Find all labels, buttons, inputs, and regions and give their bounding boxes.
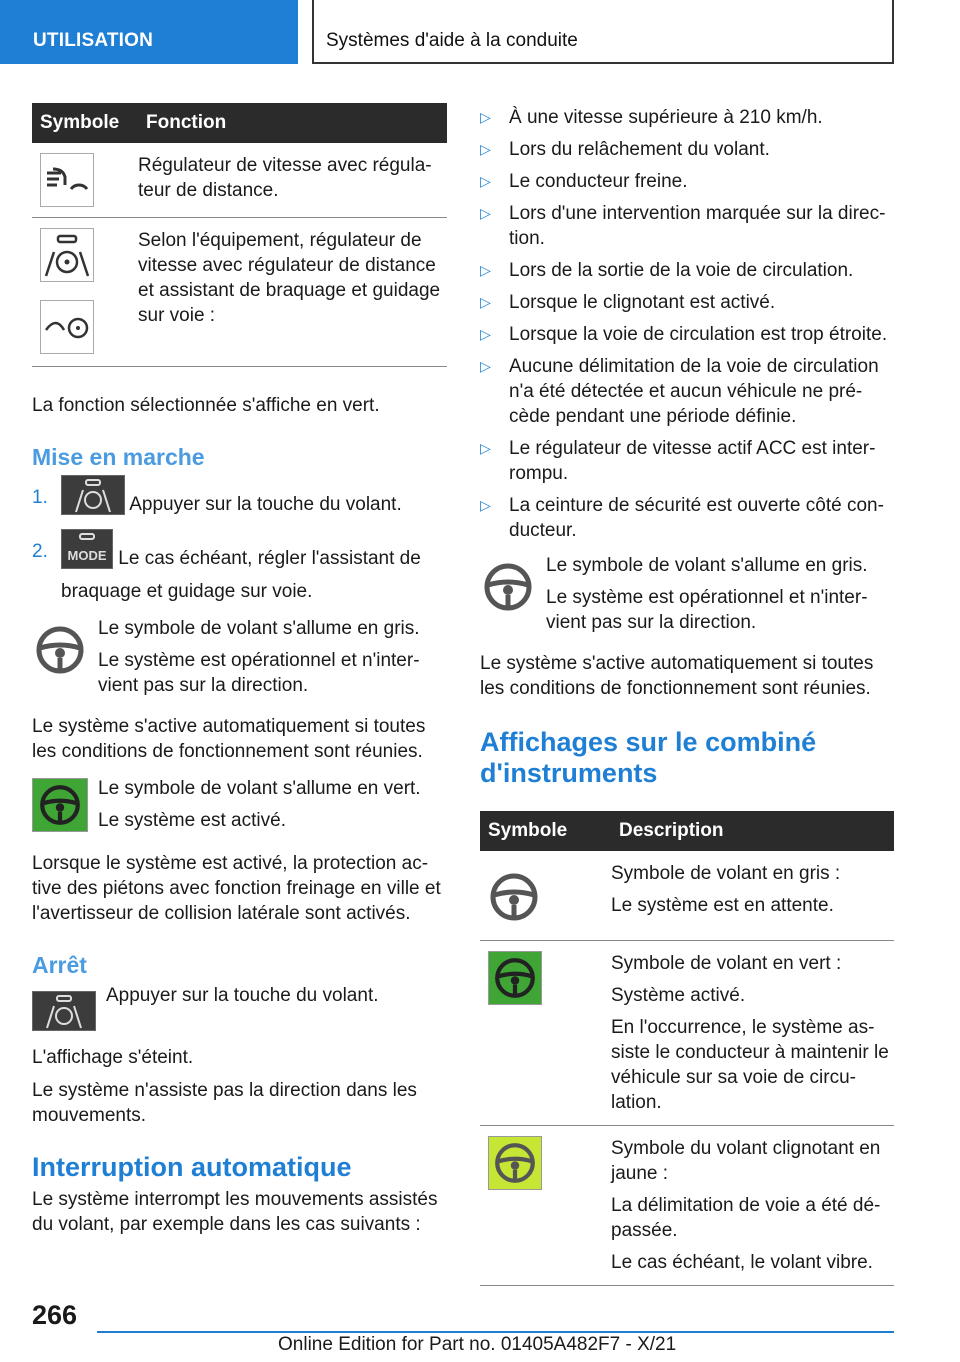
- steering-wheel-grey-icon: [34, 624, 86, 681]
- bullet-text: Lorsque le clignotant est activé.: [509, 292, 776, 313]
- col-symbol: Symbole: [32, 103, 138, 143]
- auto-active: Le système s'active automatiquement si toutes les conditions de fonctionnement sont réunies.: [32, 716, 426, 762]
- step-text: Appuyer sur la touche du volant.: [129, 494, 402, 516]
- bullet-text: À une vitesse supérieure à 210 km/h.: [509, 107, 823, 128]
- bullet-text: Aucune délimitation de la voie de circulation n'a été détectée et aucun véhicule ne pré-cède pendant une période définie.: [509, 356, 879, 427]
- bullet-text: Lors de la sortie de la voie de circulation.: [509, 260, 854, 281]
- grey-line-2: Le système est opérationnel et n'inter-vient pas sur la direction.: [98, 650, 420, 696]
- selected-note: La fonction sélectionnée s'affiche en vert.: [32, 395, 380, 416]
- heading-auto-interrupt: Interruption automatique: [32, 1152, 352, 1182]
- table-row: [480, 1126, 894, 1286]
- bullet-text: Lors du relâchement du volant.: [509, 139, 770, 160]
- off-instruction: [32, 983, 447, 1033]
- desc-line: Symbole de volant en gris :: [611, 863, 841, 884]
- table-row: [32, 218, 447, 367]
- list-item: [480, 201, 894, 251]
- steering-wheel-green-icon: [488, 951, 542, 1005]
- desc-line: Le cas échéant, le volant vibre.: [611, 1252, 873, 1273]
- list-item: [480, 169, 894, 194]
- bullet-triangle-icon: ▷: [480, 262, 491, 278]
- chapter-tab: [312, 0, 894, 64]
- bullet-list: [480, 105, 894, 543]
- bullet-triangle-icon: ▷: [480, 497, 491, 513]
- step-1: [32, 485, 447, 525]
- step-number: 1.: [32, 487, 48, 508]
- bullet-triangle-icon: ▷: [480, 358, 491, 374]
- green-info: [32, 776, 447, 833]
- desc-line: Système activé.: [611, 985, 746, 1006]
- heading-on: Mise en marche: [32, 444, 205, 470]
- bullet-triangle-icon: ▷: [480, 294, 491, 310]
- bullet-text: Lorsque la voie de circulation est trop étroite.: [509, 324, 888, 345]
- steering-assist-icon: [40, 228, 94, 282]
- grey-info-right: [480, 553, 894, 635]
- section-tab: [0, 0, 298, 64]
- footer-divider: [97, 1331, 894, 1333]
- list-item: [480, 354, 894, 429]
- desc-line: La délimitation de voie a été dé-passée.: [611, 1195, 881, 1241]
- section-title: UTILISATION: [33, 30, 154, 51]
- acc-distance-icon: [40, 153, 94, 207]
- list-item: [480, 105, 894, 130]
- bullet-triangle-icon: ▷: [480, 141, 491, 157]
- grey-line-1: Le symbole de volant s'allume en gris.: [546, 555, 868, 576]
- off-display: L'affichage s'éteint.: [32, 1047, 194, 1068]
- left-column: [32, 103, 447, 1237]
- heading-off: Arrêt: [32, 952, 87, 978]
- bullet-triangle-icon: ▷: [480, 440, 491, 456]
- steering-button-icon: [32, 991, 96, 1031]
- list-item: [480, 290, 894, 315]
- steering-wheel-grey-icon: [482, 561, 534, 618]
- col-description: Description: [611, 811, 894, 851]
- table-row: [480, 851, 894, 941]
- heading-display: Affichages sur le combiné d'instruments: [480, 727, 817, 788]
- bullet-triangle-icon: ▷: [480, 173, 491, 189]
- bullet-text: Lors d'une intervention marquée sur la direc-tion.: [509, 203, 886, 249]
- list-item: [480, 137, 894, 162]
- distance-steering-icon: [40, 300, 94, 354]
- bullet-triangle-icon: ▷: [480, 205, 491, 221]
- grey-line-2: Le système est opérationnel et n'inter-vient pas sur la direction.: [546, 587, 868, 633]
- col-function: Fonction: [138, 103, 447, 143]
- bullet-text: Le conducteur freine.: [509, 171, 688, 192]
- page-number: 266: [32, 1300, 78, 1330]
- list-item: [480, 322, 894, 347]
- function-text: Selon l'équipement, régulateur de vitesse avec régulateur de distance et assistant de braquage et guidage sur voie :: [138, 218, 447, 367]
- bullet-triangle-icon: ▷: [480, 326, 491, 342]
- steering-button-icon: [61, 475, 125, 515]
- steering-wheel-grey-icon: [488, 871, 611, 930]
- steering-wheel-green-icon: [32, 778, 88, 832]
- desc-line: Symbole de volant en vert :: [611, 953, 842, 974]
- chapter-title: Systèmes d'aide à la conduite: [326, 30, 578, 51]
- col-symbol: Symbole: [480, 811, 611, 851]
- mode-label: MODE: [67, 548, 107, 563]
- steering-wheel-yellow-icon: [488, 1136, 542, 1190]
- table-row: [32, 143, 447, 218]
- list-item: [480, 258, 894, 283]
- table-row: [480, 941, 894, 1126]
- desc-line: En l'occurrence, le système as-siste le conducteur à maintenir le véhicule sur sa voie de circu-lation.: [611, 1017, 889, 1113]
- auto-intro: Le système interrompt les mouvements assistés du volant, par exemple dans les cas suivants :: [32, 1189, 438, 1235]
- footer-edition: Online Edition for Part no. 01405A482F7 - X/21: [278, 1334, 677, 1355]
- list-item: [480, 493, 894, 543]
- symbol-function-table: [32, 103, 447, 367]
- auto-active: Le système s'active automatiquement si toutes les conditions de fonctionnement sont réunies.: [480, 653, 874, 699]
- symbol-description-table: [480, 811, 894, 1286]
- off-text: Appuyer sur la touche du volant.: [106, 985, 379, 1006]
- function-text: Régulateur de vitesse avec régula-teur de distance.: [138, 143, 447, 218]
- green-line-1: Le symbole de volant s'allume en vert.: [98, 778, 421, 799]
- bullet-text: Le régulateur de vitesse actif ACC est inter-rompu.: [509, 438, 876, 484]
- step-number: 2.: [32, 541, 48, 562]
- bullet-text: La ceinture de sécurité est ouverte côté con-ducteur.: [509, 495, 884, 541]
- list-item: [480, 436, 894, 486]
- desc-line: Le système est en attente.: [611, 895, 834, 916]
- grey-line-1: Le symbole de volant s'allume en gris.: [98, 618, 420, 639]
- active-note: Lorsque le système est activé, la protection ac-tive des piétons avec fonction freinage en ville et l'avertisseur de collision latérale sont activés.: [32, 853, 441, 924]
- step-2: [32, 539, 447, 604]
- off-nosteer: Le système n'assiste pas la direction dans les mouvements.: [32, 1080, 417, 1126]
- mode-button-icon: [61, 529, 113, 569]
- green-line-2: Le système est activé.: [98, 810, 286, 831]
- grey-info: [32, 616, 447, 698]
- right-column: [480, 105, 894, 1286]
- step-text: Le cas échéant, régler l'assistant de braquage et guidage sur voie.: [61, 548, 421, 602]
- desc-line: Symbole du volant clignotant en jaune :: [611, 1138, 881, 1184]
- bullet-triangle-icon: ▷: [480, 109, 491, 125]
